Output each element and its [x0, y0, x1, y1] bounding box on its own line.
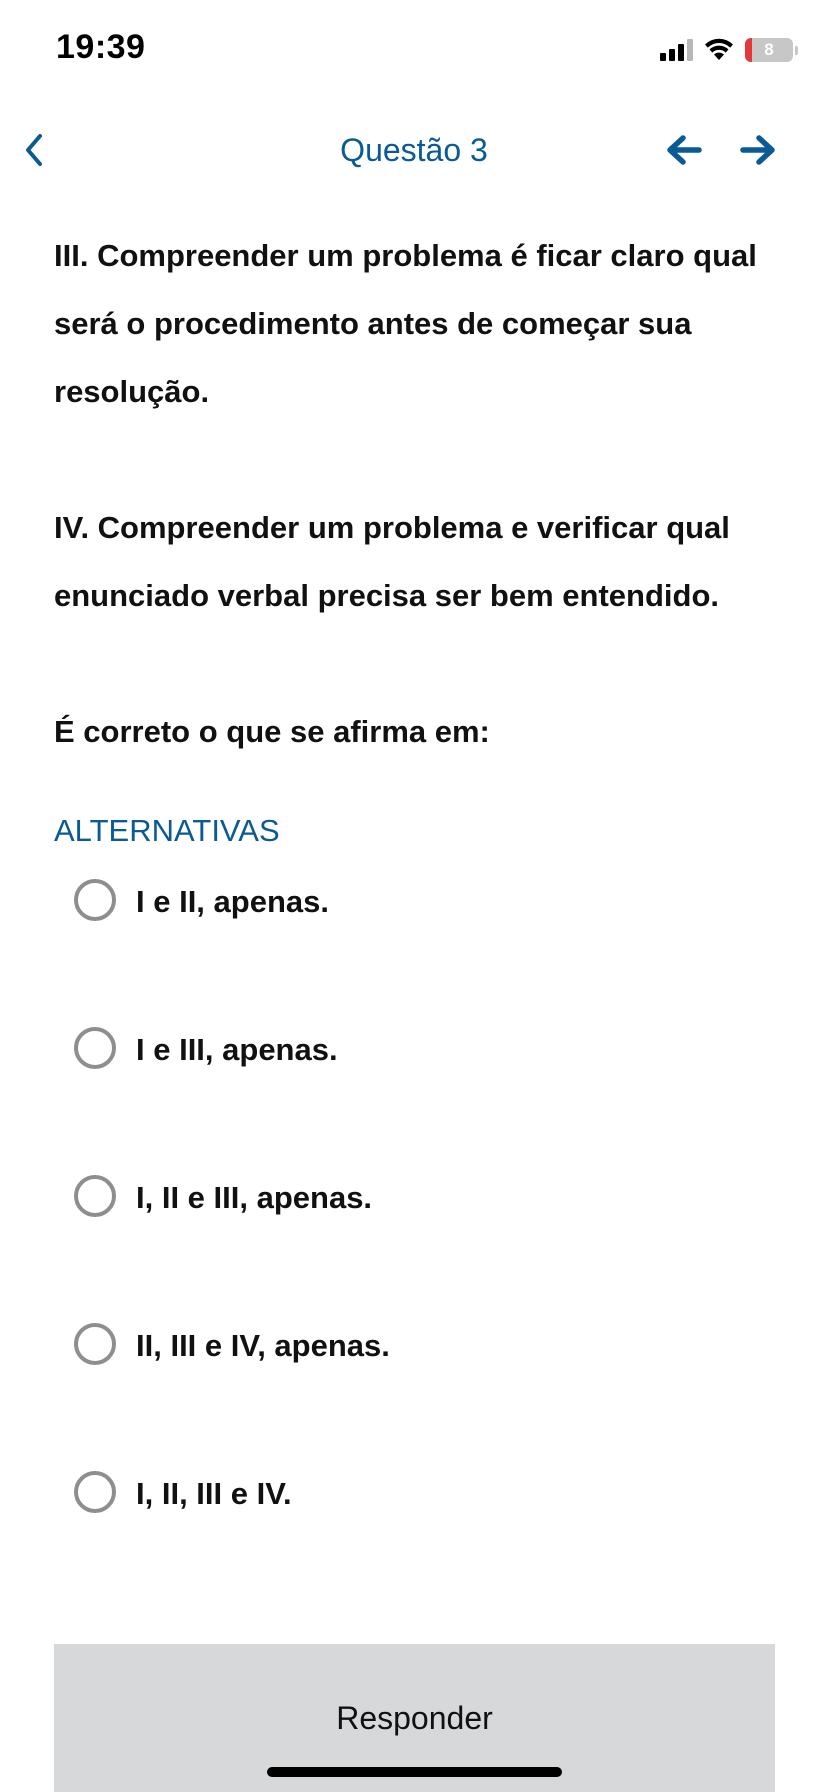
question-content — [54, 222, 794, 856]
alternatives-list — [74, 884, 774, 1642]
alternative-option-3[interactable] — [74, 1180, 774, 1346]
radio-button[interactable] — [74, 1027, 116, 1069]
statement-iii: III. Compreender um problema é ficar claro qual será o procedimento antes de começar sua resolução. — [54, 238, 757, 409]
statement-iv: IV. Compreender um problema e verificar qual enunciado verbal precisa ser bem entendido. — [54, 510, 730, 613]
alternative-option-2[interactable] — [74, 1032, 774, 1198]
alternative-label: II, III e IV, apenas. — [136, 1328, 390, 1363]
arrow-left-icon — [666, 134, 702, 166]
alternative-label: I, II, III e IV. — [136, 1476, 292, 1511]
radio-button[interactable] — [74, 1323, 116, 1365]
page-title: Questão 3 — [340, 132, 488, 168]
submit-answer-button[interactable]: Responder — [54, 1644, 775, 1792]
status-icons — [660, 36, 798, 64]
status-bar — [0, 0, 828, 100]
wifi-icon — [703, 38, 735, 62]
next-question-button[interactable] — [732, 126, 784, 174]
nav-bar — [0, 110, 828, 190]
home-indicator — [267, 1767, 562, 1777]
question-prompt: É correto o que se afirma em: — [54, 714, 490, 749]
battery-icon — [745, 38, 798, 62]
alternatives-heading: ALTERNATIVAS — [54, 813, 280, 848]
alternative-option-4[interactable] — [74, 1328, 774, 1494]
arrow-right-icon — [740, 134, 776, 166]
alternative-label: I e III, apenas. — [136, 1032, 338, 1067]
radio-button[interactable] — [74, 1471, 116, 1513]
battery-level: 8 — [764, 40, 774, 59]
alternative-option-5[interactable] — [74, 1476, 774, 1642]
alternative-label: I, II e III, apenas. — [136, 1180, 373, 1215]
alternative-option-1[interactable] — [74, 884, 774, 1050]
signal-icon — [660, 39, 693, 61]
status-time: 19:39 — [56, 28, 146, 66]
radio-button[interactable] — [74, 879, 116, 921]
alternative-label: I e II, apenas. — [136, 884, 329, 919]
previous-question-button[interactable] — [658, 126, 710, 174]
radio-button[interactable] — [74, 1175, 116, 1217]
